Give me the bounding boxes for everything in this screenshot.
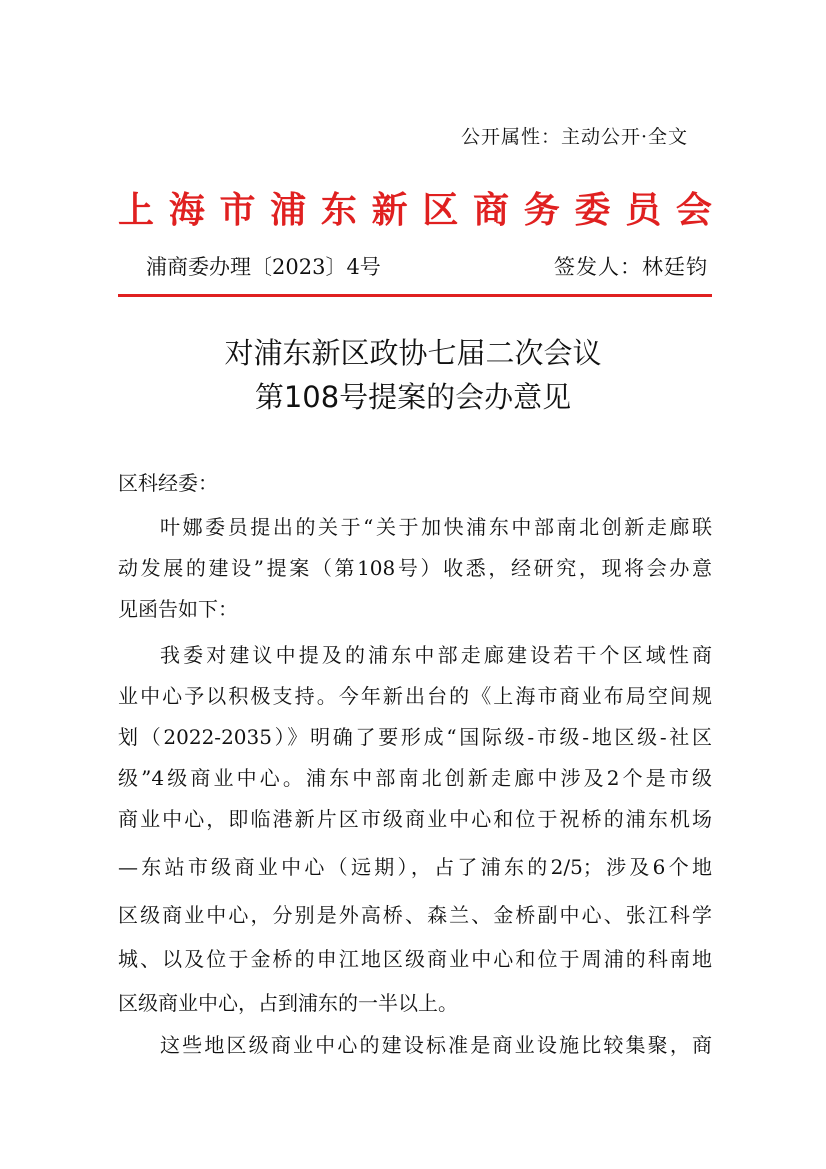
org-title-char: 商 xyxy=(473,189,510,231)
body-line: —东站市级商业中心（远期），占了浦东的2/5；涉及6个地 xyxy=(118,855,712,879)
org-title-char: 海 xyxy=(168,189,205,231)
signer: 签发人：林廷钧 xyxy=(554,255,708,279)
org-title-char: 浦 xyxy=(270,189,307,231)
body-line: 级”4级商业中心。浦东中部南北创新走廊中涉及2个是市级 xyxy=(118,766,712,790)
document-number: 浦商委办理〔2023〕4号 xyxy=(146,255,381,279)
org-title-char: 新 xyxy=(371,189,408,231)
org-title-char: 区 xyxy=(422,189,459,231)
org-title-char: 东 xyxy=(320,189,357,231)
body-line: 城、以及位于金桥的申江地区级商业中心和位于周浦的科南地 xyxy=(118,947,712,971)
salutation: 区科经委： xyxy=(118,471,218,495)
body-line: 业中心予以积极支持。今年新出台的《上海市商业布局空间规 xyxy=(118,684,712,708)
document-title-line-1: 对浦东新区政协七届二次会议 xyxy=(224,336,602,370)
document-title-line-2: 第108号提案的会办意见 xyxy=(254,380,572,414)
body-line: 这些地区级商业中心的建设标准是商业设施比较集聚，商 xyxy=(160,1033,712,1057)
red-divider-line xyxy=(118,294,712,297)
body-line: 我委对建议中提及的浦东中部走廊建设若干个区域性商 xyxy=(160,643,712,667)
body-line: 区级商业中心，分别是外高桥、森兰、金桥副中心、张江科学 xyxy=(118,903,712,927)
org-title-char: 上 xyxy=(118,189,155,231)
body-line: 动发展的建设”提案（第108号）收悉，经研究，现将会办意 xyxy=(118,556,712,580)
disclosure-attribute: 公开属性：主动公开·全文 xyxy=(460,126,688,148)
body-line: 区级商业中心，占到浦东的一半以上。 xyxy=(118,991,458,1015)
issuing-organization-title xyxy=(118,187,712,233)
org-title-char: 会 xyxy=(675,189,712,231)
org-title-char: 委 xyxy=(574,189,611,231)
body-line: 叶娜委员提出的关于“关于加快浦东中部南北创新走廊联 xyxy=(160,515,712,539)
org-title-char: 员 xyxy=(625,189,662,231)
body-line: 商业中心，即临港新片区市级商业中心和位于祝桥的浦东机场 xyxy=(118,807,712,831)
body-line: 见函告如下： xyxy=(118,597,238,621)
org-title-char: 市 xyxy=(219,189,256,231)
body-line: 划（2022-2035）》明确了要形成“国际级-市级-地区级-社区 xyxy=(118,725,712,749)
org-title-char: 务 xyxy=(523,189,560,231)
